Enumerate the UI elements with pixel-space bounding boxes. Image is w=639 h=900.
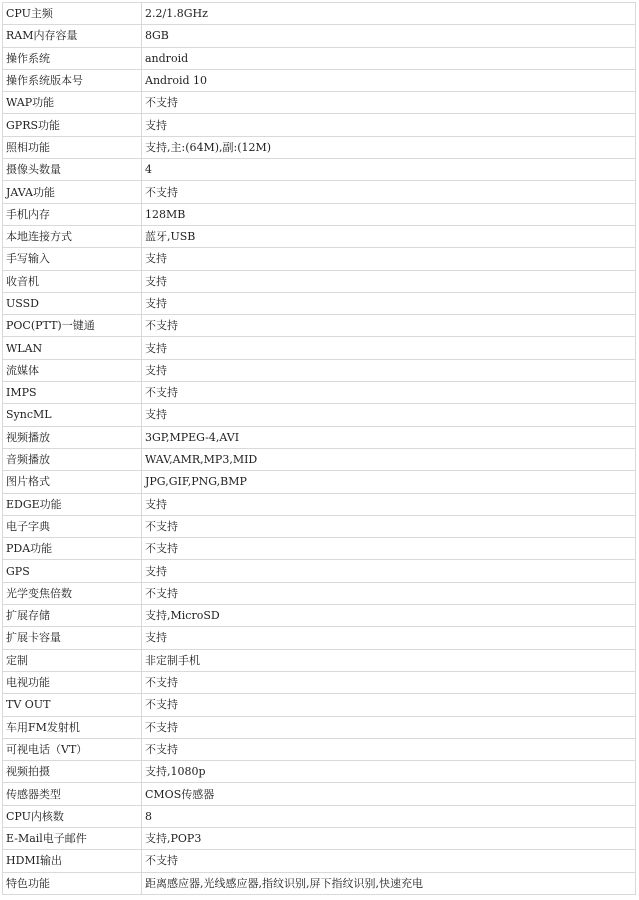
table-row [3,850,636,872]
table-row [3,448,636,470]
spec-label: 操作系统版本号 [3,69,142,91]
table-row [3,159,636,181]
table-row [3,25,636,47]
spec-label: 操作系统 [3,47,142,69]
table-row [3,493,636,515]
spec-value: 支持 [142,248,636,270]
spec-value: 不支持 [142,181,636,203]
spec-label: USSD [3,292,142,314]
spec-value: 不支持 [142,92,636,114]
table-row [3,404,636,426]
table-row [3,181,636,203]
spec-label: 本地连接方式 [3,225,142,247]
spec-value: 支持,1080p [142,761,636,783]
table-row [3,716,636,738]
table-row [3,114,636,136]
spec-label: 图片格式 [3,471,142,493]
spec-value: 支持 [142,292,636,314]
spec-label: CPU主频 [3,3,142,25]
spec-value: 8GB [142,25,636,47]
spec-label: 流媒体 [3,359,142,381]
table-row [3,627,636,649]
spec-label: PDA功能 [3,538,142,560]
table-row [3,582,636,604]
spec-label: 电视功能 [3,671,142,693]
table-row [3,605,636,627]
table-row [3,69,636,91]
spec-value: 支持 [142,337,636,359]
table-row [3,292,636,314]
spec-value: CMOS传感器 [142,783,636,805]
spec-value: 8 [142,805,636,827]
spec-value: 支持 [142,270,636,292]
spec-value: 不支持 [142,582,636,604]
spec-value: 支持,主:(64M),副:(12M) [142,136,636,158]
spec-value: 不支持 [142,315,636,337]
spec-label: 扩展卡容量 [3,627,142,649]
table-row [3,827,636,849]
spec-label: 定制 [3,649,142,671]
spec-value: 不支持 [142,382,636,404]
table-row [3,671,636,693]
spec-value: Android 10 [142,69,636,91]
spec-label: 手写输入 [3,248,142,270]
table-row [3,225,636,247]
table-row [3,761,636,783]
spec-value: 距离感应器,光线感应器,指纹识别,屏下指纹识别,快速充电 [142,872,636,894]
spec-value: 不支持 [142,738,636,760]
spec-value: JPG,GIF,PNG,BMP [142,471,636,493]
spec-label: GPS [3,560,142,582]
spec-label: 音频播放 [3,448,142,470]
table-row [3,315,636,337]
spec-value: 128MB [142,203,636,225]
table-row [3,47,636,69]
spec-label: 摄像头数量 [3,159,142,181]
spec-value: WAV,AMR,MP3,MID [142,448,636,470]
table-row [3,337,636,359]
table-row [3,805,636,827]
spec-value: 支持,POP3 [142,827,636,849]
table-row [3,738,636,760]
table-row [3,783,636,805]
spec-label: 照相功能 [3,136,142,158]
spec-value: 不支持 [142,671,636,693]
table-row [3,136,636,158]
table-row [3,426,636,448]
spec-label: 视频拍摄 [3,761,142,783]
spec-value: 支持 [142,627,636,649]
spec-table [2,2,636,895]
spec-label: 扩展存储 [3,605,142,627]
spec-label: 手机内存 [3,203,142,225]
spec-label: 可视电话（VT） [3,738,142,760]
spec-label: 视频播放 [3,426,142,448]
table-row [3,694,636,716]
spec-value: 非定制手机 [142,649,636,671]
spec-value: 不支持 [142,694,636,716]
spec-value: 4 [142,159,636,181]
table-row [3,382,636,404]
spec-value: 蓝牙,USB [142,225,636,247]
spec-value: 不支持 [142,716,636,738]
spec-label: TV OUT [3,694,142,716]
spec-label: EDGE功能 [3,493,142,515]
spec-value: 不支持 [142,850,636,872]
spec-label: 车用FM发射机 [3,716,142,738]
table-row [3,515,636,537]
spec-value: 不支持 [142,515,636,537]
spec-label: 收音机 [3,270,142,292]
table-row [3,248,636,270]
spec-label: HDMI输出 [3,850,142,872]
table-row [3,649,636,671]
spec-value: 支持 [142,404,636,426]
spec-label: 传感器类型 [3,783,142,805]
spec-label: WLAN [3,337,142,359]
spec-label: 特色功能 [3,872,142,894]
spec-value: 支持 [142,493,636,515]
table-row [3,359,636,381]
spec-table-body [3,3,636,895]
spec-value: 2.2/1.8GHz [142,3,636,25]
spec-value: 支持 [142,560,636,582]
spec-label: POC(PTT)一键通 [3,315,142,337]
spec-value: 支持,MicroSD [142,605,636,627]
table-row [3,3,636,25]
table-row [3,471,636,493]
table-row [3,538,636,560]
spec-label: GPRS功能 [3,114,142,136]
table-row [3,560,636,582]
spec-value: 不支持 [142,538,636,560]
spec-label: RAM内存容量 [3,25,142,47]
table-row [3,270,636,292]
spec-label: CPU内核数 [3,805,142,827]
spec-label: 光学变焦倍数 [3,582,142,604]
table-row [3,203,636,225]
spec-value: 3GP,MPEG-4,AVI [142,426,636,448]
spec-label: WAP功能 [3,92,142,114]
spec-label: SyncML [3,404,142,426]
spec-value: android [142,47,636,69]
spec-label: JAVA功能 [3,181,142,203]
spec-label: 电子字典 [3,515,142,537]
spec-label: IMPS [3,382,142,404]
table-row [3,872,636,894]
spec-value: 支持 [142,359,636,381]
spec-label: E-Mail电子邮件 [3,827,142,849]
spec-value: 支持 [142,114,636,136]
table-row [3,92,636,114]
